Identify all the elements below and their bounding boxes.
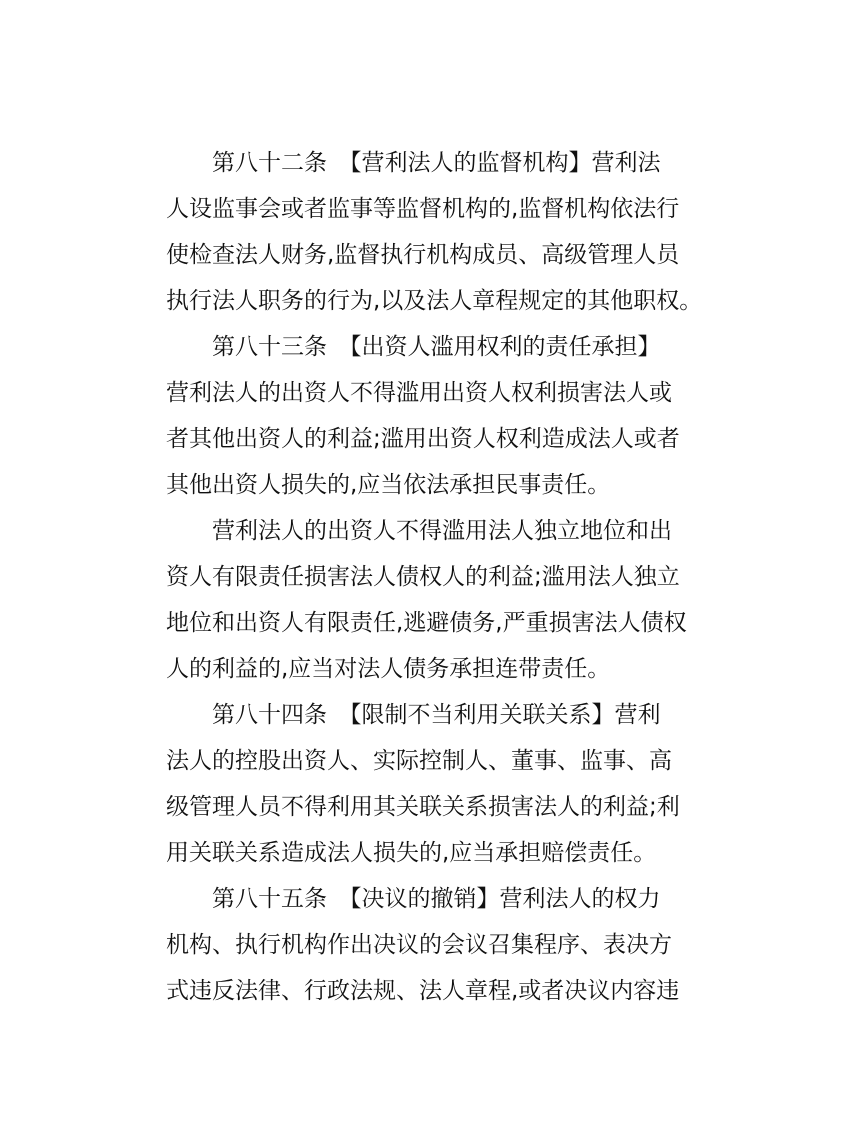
text-line: 用关联关系造成法人损失的,应当承担赔偿责任。: [166, 840, 657, 866]
text-line: 级管理人员不得利用其关联关系损害法人的利益;利: [166, 794, 680, 820]
text-line: 机构、执行机构作出决议的会议召集程序、表决方: [166, 932, 672, 958]
text-line: 人的利益的,应当对法人债务承担连带责任。: [166, 656, 611, 682]
text-line: 使检查法人财务,监督执行机构成员、高级管理人员: [166, 242, 680, 268]
article-83-heading-line: 第八十三条 【出资人滥用权利的责任承担】: [212, 334, 661, 360]
text-line: 营利法人的出资人不得滥用出资人权利损害法人或: [166, 380, 672, 406]
text-line: 其他出资人损失的,应当依法承担民事责任。: [166, 472, 611, 498]
text-line: 法人的控股出资人、实际控制人、董事、监事、高: [166, 748, 672, 774]
article-82-heading-line: 第八十二条 【营利法人的监督机构】营利法: [212, 150, 661, 176]
text-line: 地位和出资人有限责任,逃避债务,严重损害法人债权: [166, 610, 687, 636]
article-85-heading-line: 第八十五条 【决议的撤销】营利法人的权力: [212, 886, 661, 912]
text-line: 式违反法律、行政法规、法人章程,或者决议内容违: [166, 978, 680, 1004]
document-body: [166, 140, 726, 1014]
text-line: 执行法人职务的行为,以及法人章程规定的其他职权。: [166, 288, 703, 314]
text-line: 人设监事会或者监事等监督机构的,监督机构依法行: [166, 196, 680, 222]
paragraph-start-line: 营利法人的出资人不得滥用法人独立地位和出: [212, 518, 672, 544]
article-84-heading-line: 第八十四条 【限制不当利用关联关系】营利: [212, 702, 661, 728]
text-line: 资人有限责任损害法人债权人的利益;滥用法人独立: [166, 564, 680, 590]
text-line: 者其他出资人的利益;滥用出资人权利造成法人或者: [166, 426, 680, 452]
